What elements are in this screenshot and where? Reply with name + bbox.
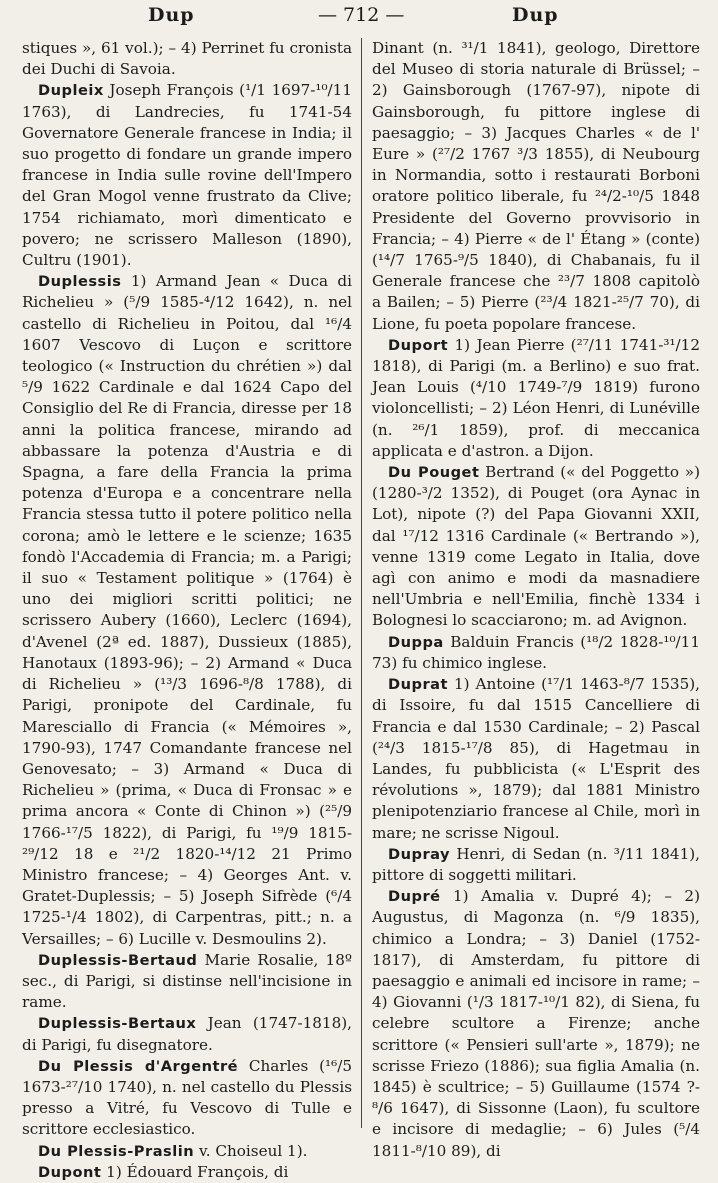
entry-text: 1) Armand Jean « Duca di Richelieu » (⁵/9 1585-⁴/12 1642), n. nel castello di Richelieu in Poitou, dal ¹⁶/4 1607 Vescovo di Luçon e scrittore teologico (« Instruction du chrétien ») dal ⁵/9 1622 Cardinale e dal 1624 Capo del Consiglio del Re di Francia, diresse per 18 anni la politica francese, mirando ad abbassare la potenza d'Austria e di Spagna, a fare della Francia la prima potenza d'Europa e a concentrare nella Francia stessa tutto il potere politico nella corona; amò le lettere e le scienze; 1635 fondò l'Accademia di Francia; m. a Parigi; il suo « Testament politique » (1764) è uno dei migliori scritti politici; ne scrissero Aubery (1660), Leclerc (1694), d'Avenel (2ª ed. 1887), Dussieux (1885), Hanotaux (1893-96); – 2) Armand « Duca di Richelieu » (¹³/3 1696-⁸/8 1788), di Parigi, pronipote del Cardinale, fu Maresciallo di Francia (« Mémoires », 1790-93), 1747 Comandante francese nel Genovesato; – 3) Armand « Duca di Richelieu » (prima, « Duca di Fronsac » e prima ancora « Conte di Chinon ») (²⁵/9 1766-¹⁷/5 1822), di Parigi, fu ¹⁹/9 1815-²⁹/12 18 e ²¹/2 1820-¹⁴/12 21 Primo Ministro francese; – 4) Georges Ant. v. Gratet-Duplessis; – 5) Joseph Sifrède (⁶/4 1725-¹/4 1802), di Carpentras, pitt.; n. a Versailles; – 6) Lucille v. Desmoulins 2).: [22, 272, 352, 948]
running-head-left: Dup: [148, 4, 195, 26]
dictionary-entry: [22, 1056, 352, 1141]
entry-text: Marie Rosalie, 18º sec., di Parigi, si distinse nell'incisione in rame.: [22, 950, 352, 1012]
entry-text: Henri, di Sedan (n. ³/11 1841), pittore di soggetti militari.: [372, 844, 700, 884]
dictionary-entry: [372, 844, 700, 886]
entry-text: 1) Amalia v. Dupré 4); – 2) Augustus, di Magonza (n. ⁶/9 1835), chimico a Londra; – 3) Daniel (1752-1817), di Amsterdam, fu pittore di paesaggio e animali ed incisore in rame; – 4) Giovanni (¹/3 1817-¹⁰/1 82), di Siena, fu celebre scultore a Firenze; anche scrittore (« Pensieri sull'arte », 1879); ne scrisse Friezo (1886); sua figlia Amalia (n. 1845) è scultrice; – 5) Guillaume (1574 ?-⁸/6 1647), di Sissonne (Laon), fu scultore e incisore di medaglie; – 6) Jules (⁵/4 1811-⁸/10 89), di: [372, 887, 700, 1160]
entry-text: Bertrand (« del Poggetto ») (1280-³/2 1352), di Pouget (ora Aynac in Lot), nipote (?) del Papa Giovanni XXII, dal ¹⁷/12 1316 Cardinale (« Bertrando »), venne 1319 come Legato in Italia, dove agì con animo e modi da masnadiere nell'Umbria e nell'Emilia, finchè 1334 i Bolognesi lo scacciarono; m. ad Avignon.: [372, 463, 700, 630]
running-head-right: Dup: [512, 4, 559, 26]
dictionary-entry: [372, 335, 700, 462]
page-header: [0, 0, 718, 34]
dictionary-entry: [22, 80, 352, 271]
entry-text: stiques », 61 vol.); – 4) Perrinet fu cronista dei Duchi di Savoia.: [22, 39, 352, 79]
entry-headword: Duppa: [388, 633, 444, 651]
right-column: [372, 38, 700, 1160]
entry-headword: Dupleix: [38, 82, 104, 100]
column-divider: [361, 38, 362, 1128]
page-number: — 712 —: [318, 4, 405, 26]
dictionary-entry: [372, 886, 700, 1162]
entry-text: v. Choiseul 1).: [194, 1141, 308, 1160]
entry-continuation: [22, 38, 352, 80]
entry-headword: Duplessis: [38, 273, 122, 291]
dictionary-entry: [22, 1141, 352, 1162]
entry-text: Jean (1747-1818), di Parigi, fu disegnatore.: [22, 1014, 352, 1054]
entry-text: Joseph François (¹/1 1697-¹⁰/11 1763), di Landrecies, fu 1741-54 Governatore Generale francese in India; il suo progetto di fondare un grande impero francese in India sulle rovine dell'Impero del Gran Mogol venne frustrato da Clive; 1754 richiamato, morì dimenticato e povero; ne scrissero Malleson (1890), Cultru (1901).: [22, 81, 352, 270]
dictionary-entry: [22, 271, 352, 950]
dictionary-entry: [372, 674, 700, 844]
entry-headword: Du Plessis-Praslin: [38, 1142, 195, 1160]
dictionary-entry: [22, 1013, 352, 1055]
dictionary-entry: [372, 462, 700, 632]
entry-text: 1) Antoine (¹⁷/1 1463-⁸/7 1535), di Issoire, fu dal 1515 Cancelliere di Francia e dal 1530 Cardinale; – 2) Pascal (²⁴/3 1815-¹⁷/8 85), di Hagetmau in Landes, fu pubblicista (« L'Esprit des révolutions », 1879); dal 1881 Ministro plenipotenziario francese al Chile, morì in mare; ne scrisse Nigoul.: [372, 675, 700, 842]
entry-headword: Dupray: [388, 845, 451, 863]
entry-text: Charles (¹⁶/5 1673-²⁷/10 1740), n. nel castello du Plessis presso a Vitré, fu Vescovo di Tulle e scrittore ecclesiastico.: [22, 1056, 352, 1139]
entry-headword: Dupré: [388, 888, 441, 906]
entry-headword: Duport: [388, 336, 449, 354]
entry-headword: Duplessis-Bertaux: [38, 1015, 197, 1033]
entry-headword: Duplessis-Bertaud: [38, 951, 198, 969]
entry-headword: Dupont: [38, 1163, 102, 1181]
dictionary-entry: [372, 632, 700, 674]
entry-text: Dinant (n. ³¹/1 1841), geologo, Direttore del Museo di storia naturale di Brüssel; – 2) Gainsborough (1767-97), nipote di Gainsborough, fu pittore inglese di paesaggio; – 3) Jacques Charles « de l' Eure » (²⁷/2 1767 ³/3 1855), di Neubourg in Normandia, sotto i restaurati Borboni oratore politico liberale, fu ²⁴/2-¹⁰/5 1848 Presidente del Governo provvisorio in Francia; – 4) Pierre « de l' Étang » (conte) (¹⁴/7 1765-⁹/5 1840), di Chabanais, fu il Generale francese che ²³/7 1808 capitolò a Bailen; – 5) Pierre (²³/4 1821-²⁵/7 70), di Lione, fu poeta popolare francese.: [372, 39, 700, 333]
entry-text: 1) Jean Pierre (²⁷/11 1741-³¹/12 1818), di Parigi (m. a Berlino) e suo frat. Jean Louis (⁴/10 1749-⁷/9 1819) furono violoncellisti; – 2) Léon Henri, di Lunéville (n. ²⁶/1 1859), prof. di meccanica applicata e d'astron. a Dijon.: [372, 335, 700, 460]
entry-headword: Du Pouget: [388, 464, 480, 482]
entry-text: 1) Édouard François, di: [101, 1162, 289, 1181]
entry-headword: Du Plessis d'Argentré: [38, 1057, 239, 1075]
entry-text: Balduin Francis (¹⁸/2 1828-¹⁰/11 73) fu chimico inglese.: [372, 632, 700, 672]
dictionary-entry: [22, 1162, 352, 1183]
left-column: [22, 38, 352, 1181]
entry-headword: Duprat: [388, 676, 448, 694]
entry-continuation: [372, 38, 700, 335]
dictionary-entry: [22, 950, 352, 1014]
